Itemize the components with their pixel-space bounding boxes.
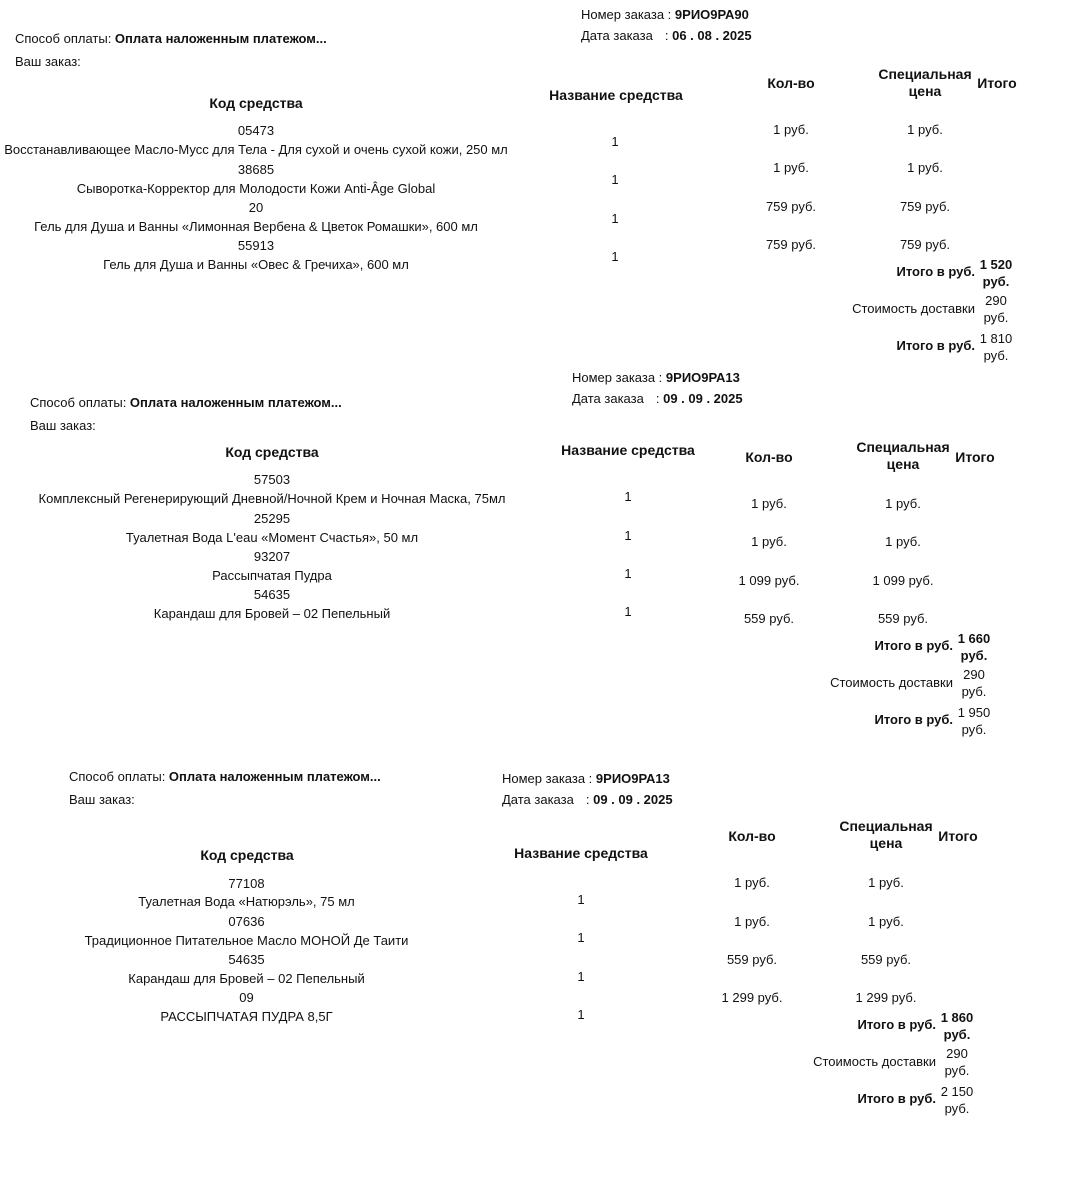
delivery-amount: 290: [963, 667, 985, 682]
item-code: 09: [239, 990, 254, 1005]
item-price: 559 руб.: [743, 611, 795, 626]
grand-total-amount: 2 150: [940, 1084, 974, 1099]
subtotal-currency: руб.: [982, 274, 1010, 289]
col-header-code: Код средства: [225, 444, 319, 460]
item-price: 1 руб.: [773, 160, 809, 175]
subtotal-label: Итого в руб.: [896, 264, 975, 279]
item-price: 759 руб.: [765, 237, 817, 252]
item-qty: 1: [624, 489, 632, 504]
item-price: 1 099 руб.: [738, 573, 800, 588]
item-total: 559 руб.: [860, 952, 912, 967]
item-name: Туалетная Вода «Натюрэль», 75 мл: [138, 894, 355, 909]
order-number-label: Номер заказа :: [581, 7, 672, 22]
item-qty: 1: [611, 211, 619, 226]
item-qty: 1: [577, 930, 585, 945]
order-number-value: 9РИО9РА13: [595, 771, 670, 786]
col-header-special-price: Специальная цена: [856, 439, 950, 472]
subtotal-amount: 1 520: [979, 257, 1013, 272]
order-number-value: 9РИО9РА90: [674, 7, 749, 22]
item-name: Восстанавливающее Масло-Мусс для Тела - Для сухой и очень сухой кожи, 250 мл: [4, 142, 508, 157]
item-qty: 1: [577, 969, 585, 984]
item-name: Комплексный Регенерирующий Дневной/Ночной Крем и Ночная Маска, 75мл: [38, 491, 506, 506]
col-header-name: Название средства: [514, 845, 648, 861]
delivery-currency: руб.: [983, 310, 1009, 325]
subtotal-currency: руб.: [960, 648, 988, 663]
item-code: 55913: [237, 238, 275, 253]
item-name: Карандаш для Бровей – 02 Пепельный: [128, 971, 365, 986]
payment-method-label: Способ оплаты:: [30, 395, 130, 410]
col-header-special-price: Специальная цена: [839, 818, 933, 851]
delivery-label: Стоимость доставки: [830, 675, 953, 690]
item-qty: 1: [624, 566, 632, 581]
item-name: Карандаш для Бровей – 02 Пепельный: [153, 606, 391, 621]
item-price: 759 руб.: [765, 199, 817, 214]
col-header-qty: Кол-во: [728, 828, 776, 844]
item-code: 54635: [228, 952, 265, 967]
col-header-special-price: Специальная цена: [878, 66, 972, 99]
payment-method-label: Способ оплаты:: [15, 31, 115, 46]
order-date-colon: :: [664, 28, 669, 43]
item-name: Туалетная Вода L'eau «Момент Счастья», 50 мл: [125, 530, 419, 545]
item-qty: 1: [611, 172, 619, 187]
delivery-currency: руб.: [944, 1063, 970, 1078]
grand-total-value: [938, 1083, 976, 1117]
item-code: 57503: [253, 472, 291, 487]
item-total: 1 руб.: [868, 875, 904, 890]
col-header-total: Итого: [938, 828, 978, 844]
delivery-amount: 290: [985, 293, 1007, 308]
item-price: 1 руб.: [751, 496, 787, 511]
item-total: 1 руб.: [907, 160, 943, 175]
delivery-amount: 290: [946, 1046, 968, 1061]
order-date-colon: :: [655, 391, 660, 406]
payment-method-value: Оплата наложенным платежом...: [114, 31, 327, 46]
subtotal-label: Итого в руб.: [857, 1017, 936, 1032]
item-name: Сыворотка-Корректор для Молодости Кожи Anti-Âge Global: [76, 181, 436, 196]
item-total: 1 299 руб.: [855, 990, 917, 1005]
payment-method-value: Оплата наложенным платежом...: [168, 769, 381, 784]
item-code: 38685: [237, 162, 275, 177]
grand-total-label: Итого в руб.: [874, 712, 953, 727]
order-number-label: Номер заказа :: [572, 370, 663, 385]
item-total: 559 руб.: [877, 611, 929, 626]
col-header-qty: Кол-во: [745, 449, 793, 465]
item-code: 77108: [228, 876, 265, 891]
subtotal-label: Итого в руб.: [874, 638, 953, 653]
item-name: РАССЫПЧАТАЯ ПУДРА 8,5Г: [160, 1009, 333, 1024]
order-number-row: [502, 771, 670, 786]
payment-method-label: Способ оплаты:: [69, 769, 169, 784]
order-number-label: Номер заказа :: [502, 771, 593, 786]
item-code: 20: [248, 200, 264, 215]
grand-total-label: Итого в руб.: [857, 1091, 936, 1106]
col-header-code: Код средства: [200, 847, 294, 863]
item-code: 54635: [253, 587, 291, 602]
subtotal-currency: руб.: [943, 1027, 971, 1042]
item-qty: 1: [624, 604, 632, 619]
item-code: 93207: [253, 549, 291, 564]
item-total: 1 руб.: [907, 122, 943, 137]
item-total: 1 руб.: [885, 496, 921, 511]
your-order-label: Ваш заказ:: [69, 792, 135, 807]
item-price: 1 руб.: [773, 122, 809, 137]
item-price: 1 руб.: [751, 534, 787, 549]
item-qty: 1: [577, 1007, 585, 1022]
item-code: 07636: [228, 914, 265, 929]
grand-total-currency: руб.: [961, 722, 987, 737]
payment-method-value: Оплата наложенным платежом...: [129, 395, 342, 410]
item-qty: 1: [611, 249, 619, 264]
item-name: Рассыпчатая Пудра: [212, 568, 332, 583]
subtotal-amount: 1 860: [940, 1010, 974, 1025]
delivery-currency: руб.: [961, 684, 987, 699]
item-total: 1 099 руб.: [872, 573, 934, 588]
order-date-row: [502, 792, 673, 807]
order-date-value: 06 . 08 . 2025: [672, 28, 752, 43]
your-order-label: Ваш заказ:: [30, 418, 96, 433]
grand-total-currency: руб.: [944, 1101, 970, 1116]
order-date-value: 09 . 09 . 2025: [663, 391, 743, 406]
delivery-value: [938, 1045, 976, 1079]
grand-total-label: Итого в руб.: [896, 338, 975, 353]
item-price: 1 руб.: [734, 914, 770, 929]
col-header-name: Название средства: [561, 442, 695, 458]
grand-total-amount: 1 950: [957, 705, 991, 720]
order-date-colon: :: [585, 792, 590, 807]
item-total: 759 руб.: [899, 199, 951, 214]
order-date-label: Дата заказа: [502, 792, 574, 807]
col-header-qty: Кол-во: [767, 75, 815, 91]
col-header-total: Итого: [955, 449, 995, 465]
delivery-label: Стоимость доставки: [813, 1054, 936, 1069]
item-qty: 1: [577, 892, 585, 907]
col-header-code: Код средства: [209, 95, 303, 111]
grand-total-currency: руб.: [983, 348, 1009, 363]
item-name: Гель для Душа и Ванны «Овес & Гречиха», 600 мл: [103, 257, 409, 272]
order-date-value: 09 . 09 . 2025: [593, 792, 673, 807]
delivery-label: Стоимость доставки: [852, 301, 975, 316]
item-name: Гель для Душа и Ванны «Лимонная Вербена & Цветок Ромашки», 600 мл: [34, 219, 478, 234]
item-qty: 1: [624, 528, 632, 543]
item-qty: 1: [611, 134, 619, 149]
item-name: Традиционное Питательное Масло МОНОЙ Де Таити: [84, 933, 409, 948]
subtotal-value: [938, 1009, 976, 1043]
order-date-label: Дата заказа: [572, 391, 644, 406]
item-code: 05473: [237, 123, 275, 138]
order-date-label: Дата заказа: [581, 28, 653, 43]
col-header-total: Итого: [977, 75, 1017, 91]
item-code: 25295: [253, 511, 291, 526]
grand-total-amount: 1 810: [979, 331, 1013, 346]
item-price: 559 руб.: [726, 952, 778, 967]
item-price: 1 299 руб.: [721, 990, 783, 1005]
your-order-label: Ваш заказ:: [15, 54, 81, 69]
item-total: 759 руб.: [899, 237, 951, 252]
col-header-name: Название средства: [549, 87, 683, 103]
item-total: 1 руб.: [868, 914, 904, 929]
item-price: 1 руб.: [734, 875, 770, 890]
item-total: 1 руб.: [885, 534, 921, 549]
payment-method-row: [69, 769, 381, 784]
subtotal-amount: 1 660: [957, 631, 991, 646]
order-number-value: 9РИО9РА13: [665, 370, 740, 385]
